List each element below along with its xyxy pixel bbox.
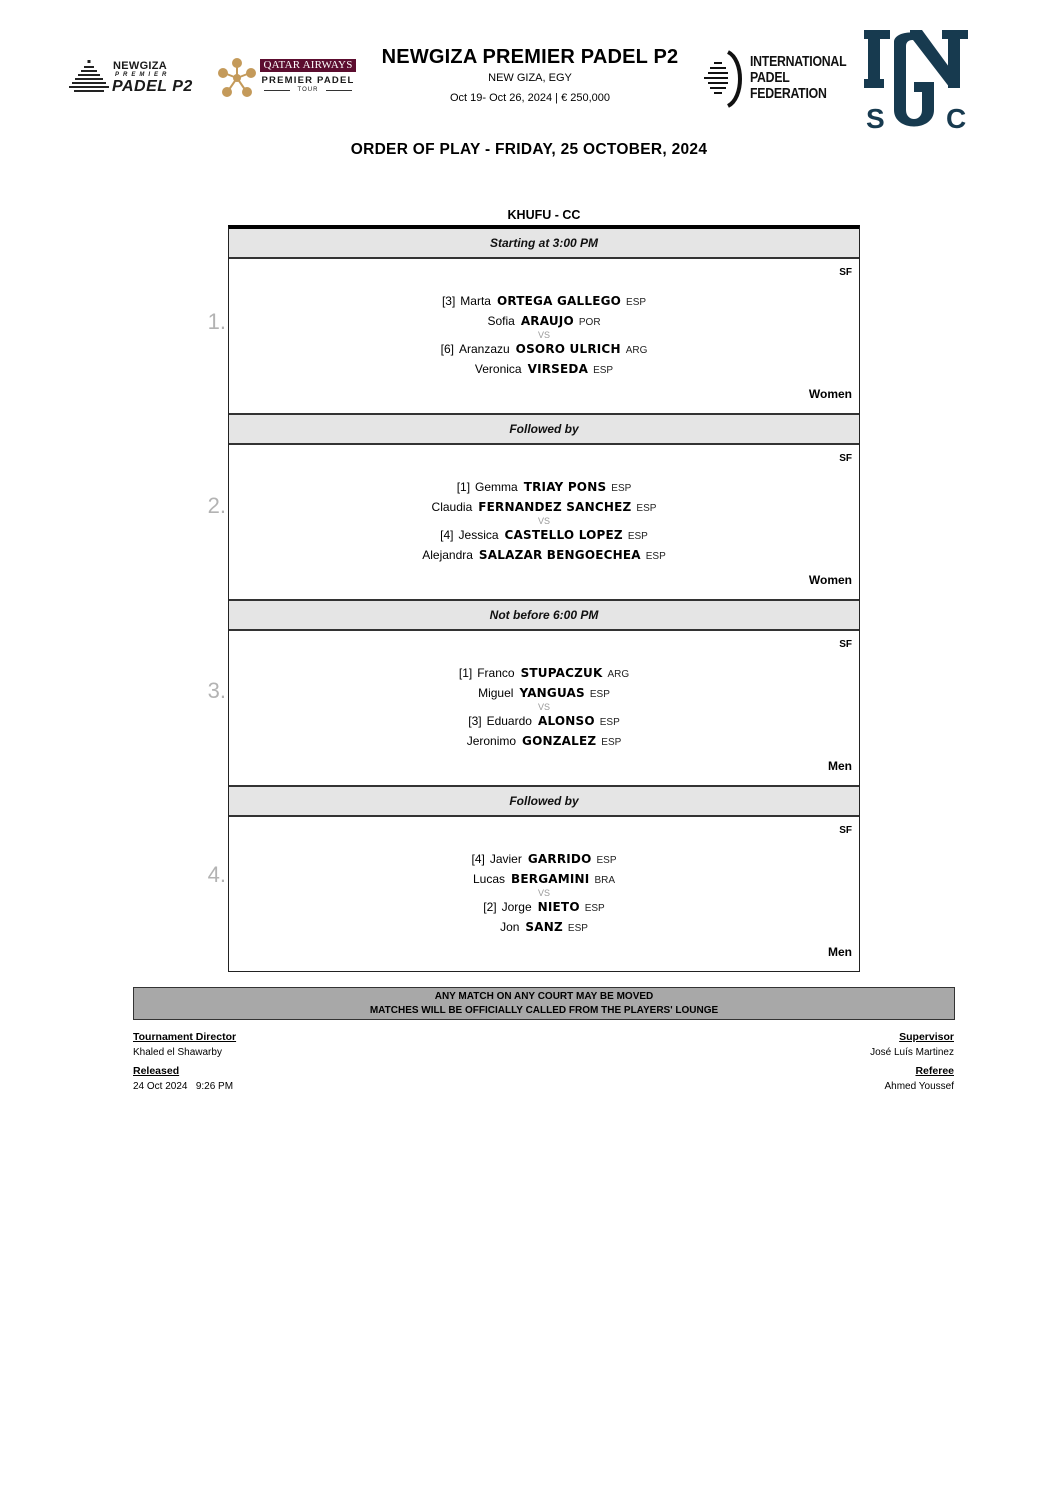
logo-text: TOUR (297, 87, 319, 93)
player-seed: [4] (471, 852, 485, 866)
player-row (229, 731, 859, 751)
logo-text: QATAR AIRWAYS (260, 59, 356, 72)
page-title: ORDER OF PLAY - FRIDAY, 25 OCTOBER, 2024 (350, 141, 708, 158)
player-nationality: ESP (589, 689, 610, 700)
match-players (229, 849, 859, 937)
player-last-name: SALAZAR BENGOECHEA (478, 548, 641, 562)
logo-text: NEWGIZA (113, 60, 168, 72)
player-nationality: ARG (625, 345, 648, 356)
match-category: Men (828, 945, 852, 959)
supervisor-name: José Luís Martinez (870, 1047, 954, 1058)
player-first-name: Alejandra (422, 548, 473, 562)
tournament-location: NEW GIZA, EGY (488, 72, 572, 84)
logo-text: PADEL (750, 69, 790, 86)
player-first-name: Veronica (474, 362, 522, 376)
player-first-name: Miguel (478, 686, 514, 700)
match-number: 2. (207, 493, 226, 518)
notice-banner (133, 987, 955, 1020)
player-row (229, 869, 859, 889)
versus-label: VS (537, 330, 550, 340)
match-number: 3. (207, 678, 226, 703)
player-first-name: Lucas (472, 872, 506, 886)
player-nationality: POR (578, 317, 601, 328)
match-round: SF (839, 825, 852, 836)
player-nationality: ESP (611, 483, 632, 494)
time-slot-header: Not before 6:00 PM (229, 599, 859, 631)
pyramid-icon (68, 60, 110, 94)
player-first-name: Sofia (487, 314, 515, 328)
player-last-name: STUPACZUK (520, 666, 603, 680)
player-first-name: Marta (460, 294, 491, 308)
qatar-star-icon (217, 58, 257, 98)
player-nationality: ESP (601, 737, 622, 748)
released-label: Released (133, 1065, 180, 1077)
match-players (229, 291, 859, 379)
player-row (229, 711, 859, 731)
referee-label: Referee (915, 1065, 954, 1077)
svg-text:C: C (946, 103, 967, 132)
player-last-name: ALONSO (537, 714, 595, 728)
player-last-name: FERNANDEZ SANCHEZ (478, 500, 632, 514)
player-nationality: ESP (596, 855, 617, 866)
player-last-name: ARAUJO (520, 314, 574, 328)
player-first-name: Jeronimo (466, 734, 517, 748)
player-row (229, 525, 859, 545)
player-row (229, 917, 859, 937)
logo-text: PADEL P2 (112, 78, 193, 95)
notice-line: MATCHES WILL BE OFFICIALLY CALLED FROM THE PLAYERS' LOUNGE (369, 1005, 719, 1016)
player-seed: [1] (456, 480, 471, 494)
player-nationality: ARG (607, 669, 630, 680)
player-first-name: Jessica (458, 528, 499, 542)
player-first-name: Javier (489, 852, 522, 866)
player-row (229, 897, 859, 917)
match-card (229, 259, 859, 413)
match-card (229, 445, 859, 599)
player-nationality: ESP (584, 903, 605, 914)
player-seed: [1] (458, 666, 473, 680)
versus-label: VS (537, 516, 550, 526)
tournament-director-name: Khaled el Shawarby (133, 1047, 222, 1058)
player-last-name: ORTEGA GALLEGO (496, 294, 622, 308)
tournament-header (360, 44, 700, 106)
player-row (229, 477, 859, 497)
court-name: KHUFU - CC (507, 208, 581, 222)
player-seed: [4] (440, 528, 454, 542)
time-slot-header: Starting at 3:00 PM (229, 229, 859, 259)
player-last-name: TRIAY PONS (523, 480, 607, 494)
logo-text: INTERNATIONAL (750, 53, 847, 70)
versus-label: VS (537, 702, 550, 712)
supervisor-label: Supervisor (899, 1031, 954, 1043)
player-seed: [3] (468, 714, 482, 728)
player-seed: [2] (483, 900, 497, 914)
player-row (229, 291, 859, 311)
match-card (229, 817, 859, 971)
match-category: Women (808, 573, 852, 587)
player-first-name: Gemma (475, 480, 518, 494)
tournament-title: NEWGIZA PREMIER PADEL P2 (381, 46, 679, 68)
player-first-name: Aranzazu (458, 342, 510, 356)
player-row (229, 311, 859, 331)
match-players (229, 663, 859, 751)
player-last-name: YANGUAS (519, 686, 585, 700)
player-nationality: ESP (567, 923, 588, 934)
player-row (229, 497, 859, 517)
player-last-name: NIETO (537, 900, 580, 914)
player-last-name: GONZALEZ (522, 734, 597, 748)
divider (326, 90, 352, 91)
ngsc-logo (864, 26, 974, 132)
player-last-name: OSORO ULRICH (515, 342, 621, 356)
player-last-name: CASTELLO LOPEZ (504, 528, 623, 542)
svg-text:S: S (866, 103, 885, 132)
match-card (229, 631, 859, 785)
time-slot-header: Followed by (229, 785, 859, 817)
player-seed: [3] (441, 294, 456, 308)
player-first-name: Claudia (431, 500, 473, 514)
tournament-director-label: Tournament Director (133, 1031, 237, 1043)
international-padel-federation-logo (700, 50, 850, 110)
player-nationality: ESP (626, 297, 647, 308)
player-row (229, 849, 859, 869)
player-last-name: BERGAMINI (511, 872, 590, 886)
notice-line: ANY MATCH ON ANY COURT MAY BE MOVED (434, 991, 654, 1002)
player-row (229, 683, 859, 703)
match-category: Women (808, 387, 852, 401)
match-number: 4. (207, 862, 226, 887)
newgiza-premier-padel-logo (68, 58, 213, 98)
match-number: 1. (207, 309, 226, 334)
logo-text: PREMIER (115, 72, 171, 78)
player-nationality: ESP (645, 551, 666, 562)
player-first-name: Eduardo (486, 714, 532, 728)
player-first-name: Jon (500, 920, 520, 934)
player-row (229, 545, 859, 565)
match-round: SF (839, 453, 852, 464)
player-nationality: ESP (627, 531, 648, 542)
player-nationality: ESP (593, 365, 614, 376)
player-row (229, 339, 859, 359)
qatar-airways-premier-padel-logo (258, 58, 358, 98)
player-last-name: VIRSEDA (527, 362, 589, 376)
ipf-wordmark (750, 54, 846, 102)
match-round: SF (839, 639, 852, 650)
released-timestamp: 24 Oct 2024 9:26 PM (133, 1081, 234, 1092)
logo-text: FEDERATION (750, 85, 827, 102)
player-row (229, 359, 859, 379)
match-players (229, 477, 859, 565)
player-row (229, 663, 859, 683)
player-nationality: ESP (636, 503, 657, 514)
time-slot-header: Followed by (229, 413, 859, 445)
referee-name: Ahmed Youssef (884, 1081, 954, 1092)
versus-label: VS (537, 888, 550, 898)
logo-text: PREMIER PADEL (261, 75, 355, 86)
court-schedule (228, 225, 860, 972)
tournament-dates-prize: Oct 19- Oct 26, 2024 | € 250,000 (449, 92, 610, 104)
padel-racket-icon (700, 50, 748, 108)
match-round: SF (839, 267, 852, 278)
player-last-name: SANZ (525, 920, 563, 934)
player-seed: [6] (440, 342, 454, 356)
player-first-name: Franco (477, 666, 515, 680)
player-first-name: Jorge (501, 900, 532, 914)
player-last-name: GARRIDO (527, 852, 592, 866)
player-nationality: BRA (594, 875, 616, 886)
player-nationality: ESP (599, 717, 620, 728)
match-category: Men (828, 759, 852, 773)
